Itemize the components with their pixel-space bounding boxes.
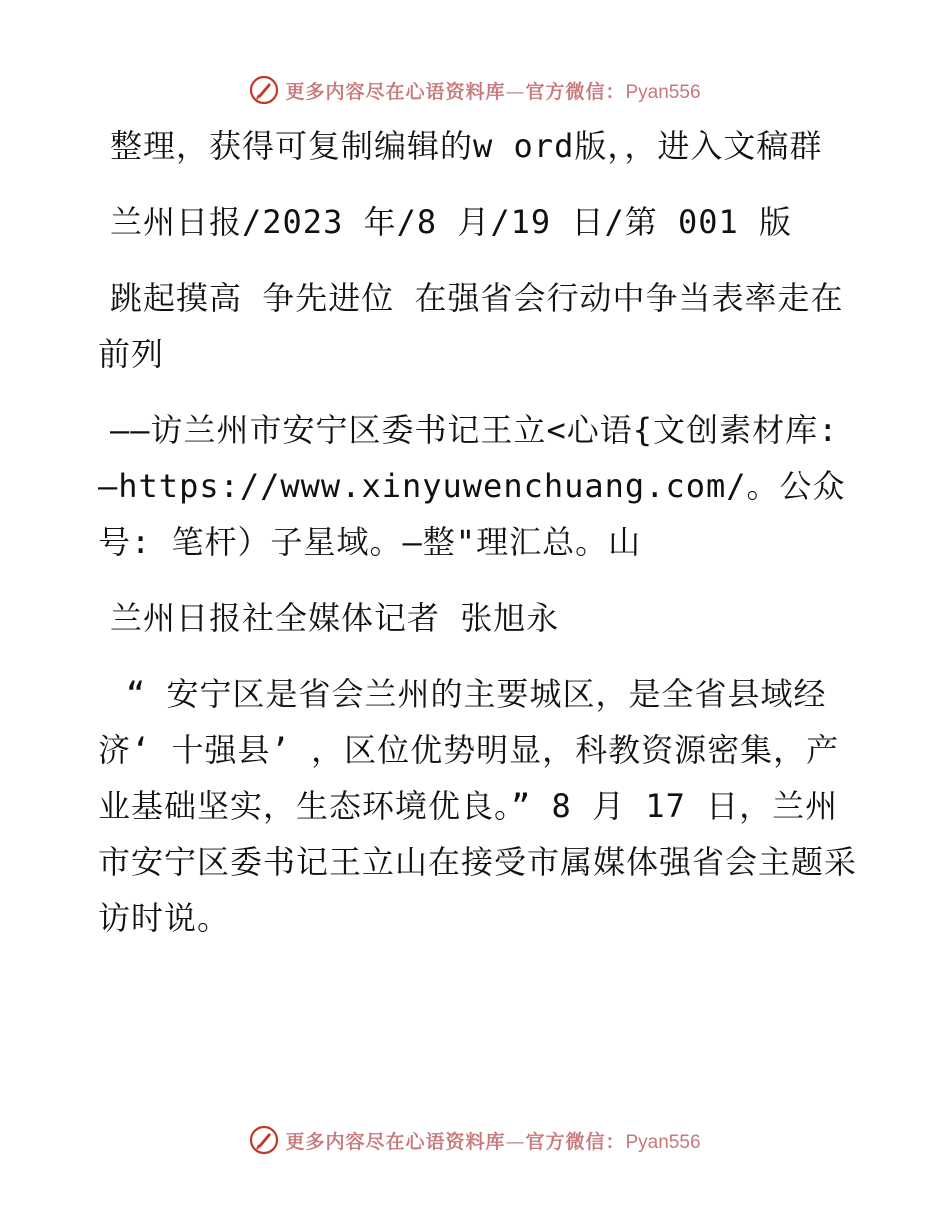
paragraph-source-line: 兰州日报/2023 年/8 月/19 日/第 001 版 (110, 203, 793, 241)
quill-logo-icon (249, 75, 279, 105)
document-body (98, 118, 858, 966)
quill-logo-icon (249, 1125, 279, 1155)
banner-text: 更多内容尽在心语资料库—官方微信：Pyan556 (285, 1130, 701, 1153)
paragraph-subtitle: ——访兰州市安宁区委书记王立<心语{文创素材库: —https://www.xinyuwenchuang.com/。公众号: 笔杆）子星域。—整"理汇总。山 (98, 411, 846, 561)
footer-watermark-banner (0, 1120, 950, 1160)
paragraph-body: “ 安宁区是省会兰州的主要城区，是全省县域经济‘ 十强县’ ，区位优势明显，科教资源密集，产业基础坚实，生态环境优良。” 8 月 17 日，兰州市安宁区委书记王立山在接受市属媒体强省会主题采访时说。 (98, 675, 858, 937)
paragraph-headline: 跳起摸高 争先进位 在强省会行动中争当表率走在前列 (98, 279, 844, 373)
paragraph-intro: 整理，获得可复制编辑的w ord版，，进入文稿群 (110, 127, 823, 165)
header-watermark-banner (0, 70, 950, 110)
paragraph-byline: 兰州日报社全媒体记者 张旭永 (110, 599, 560, 637)
banner-text: 更多内容尽在心语资料库—官方微信：Pyan556 (285, 80, 701, 103)
